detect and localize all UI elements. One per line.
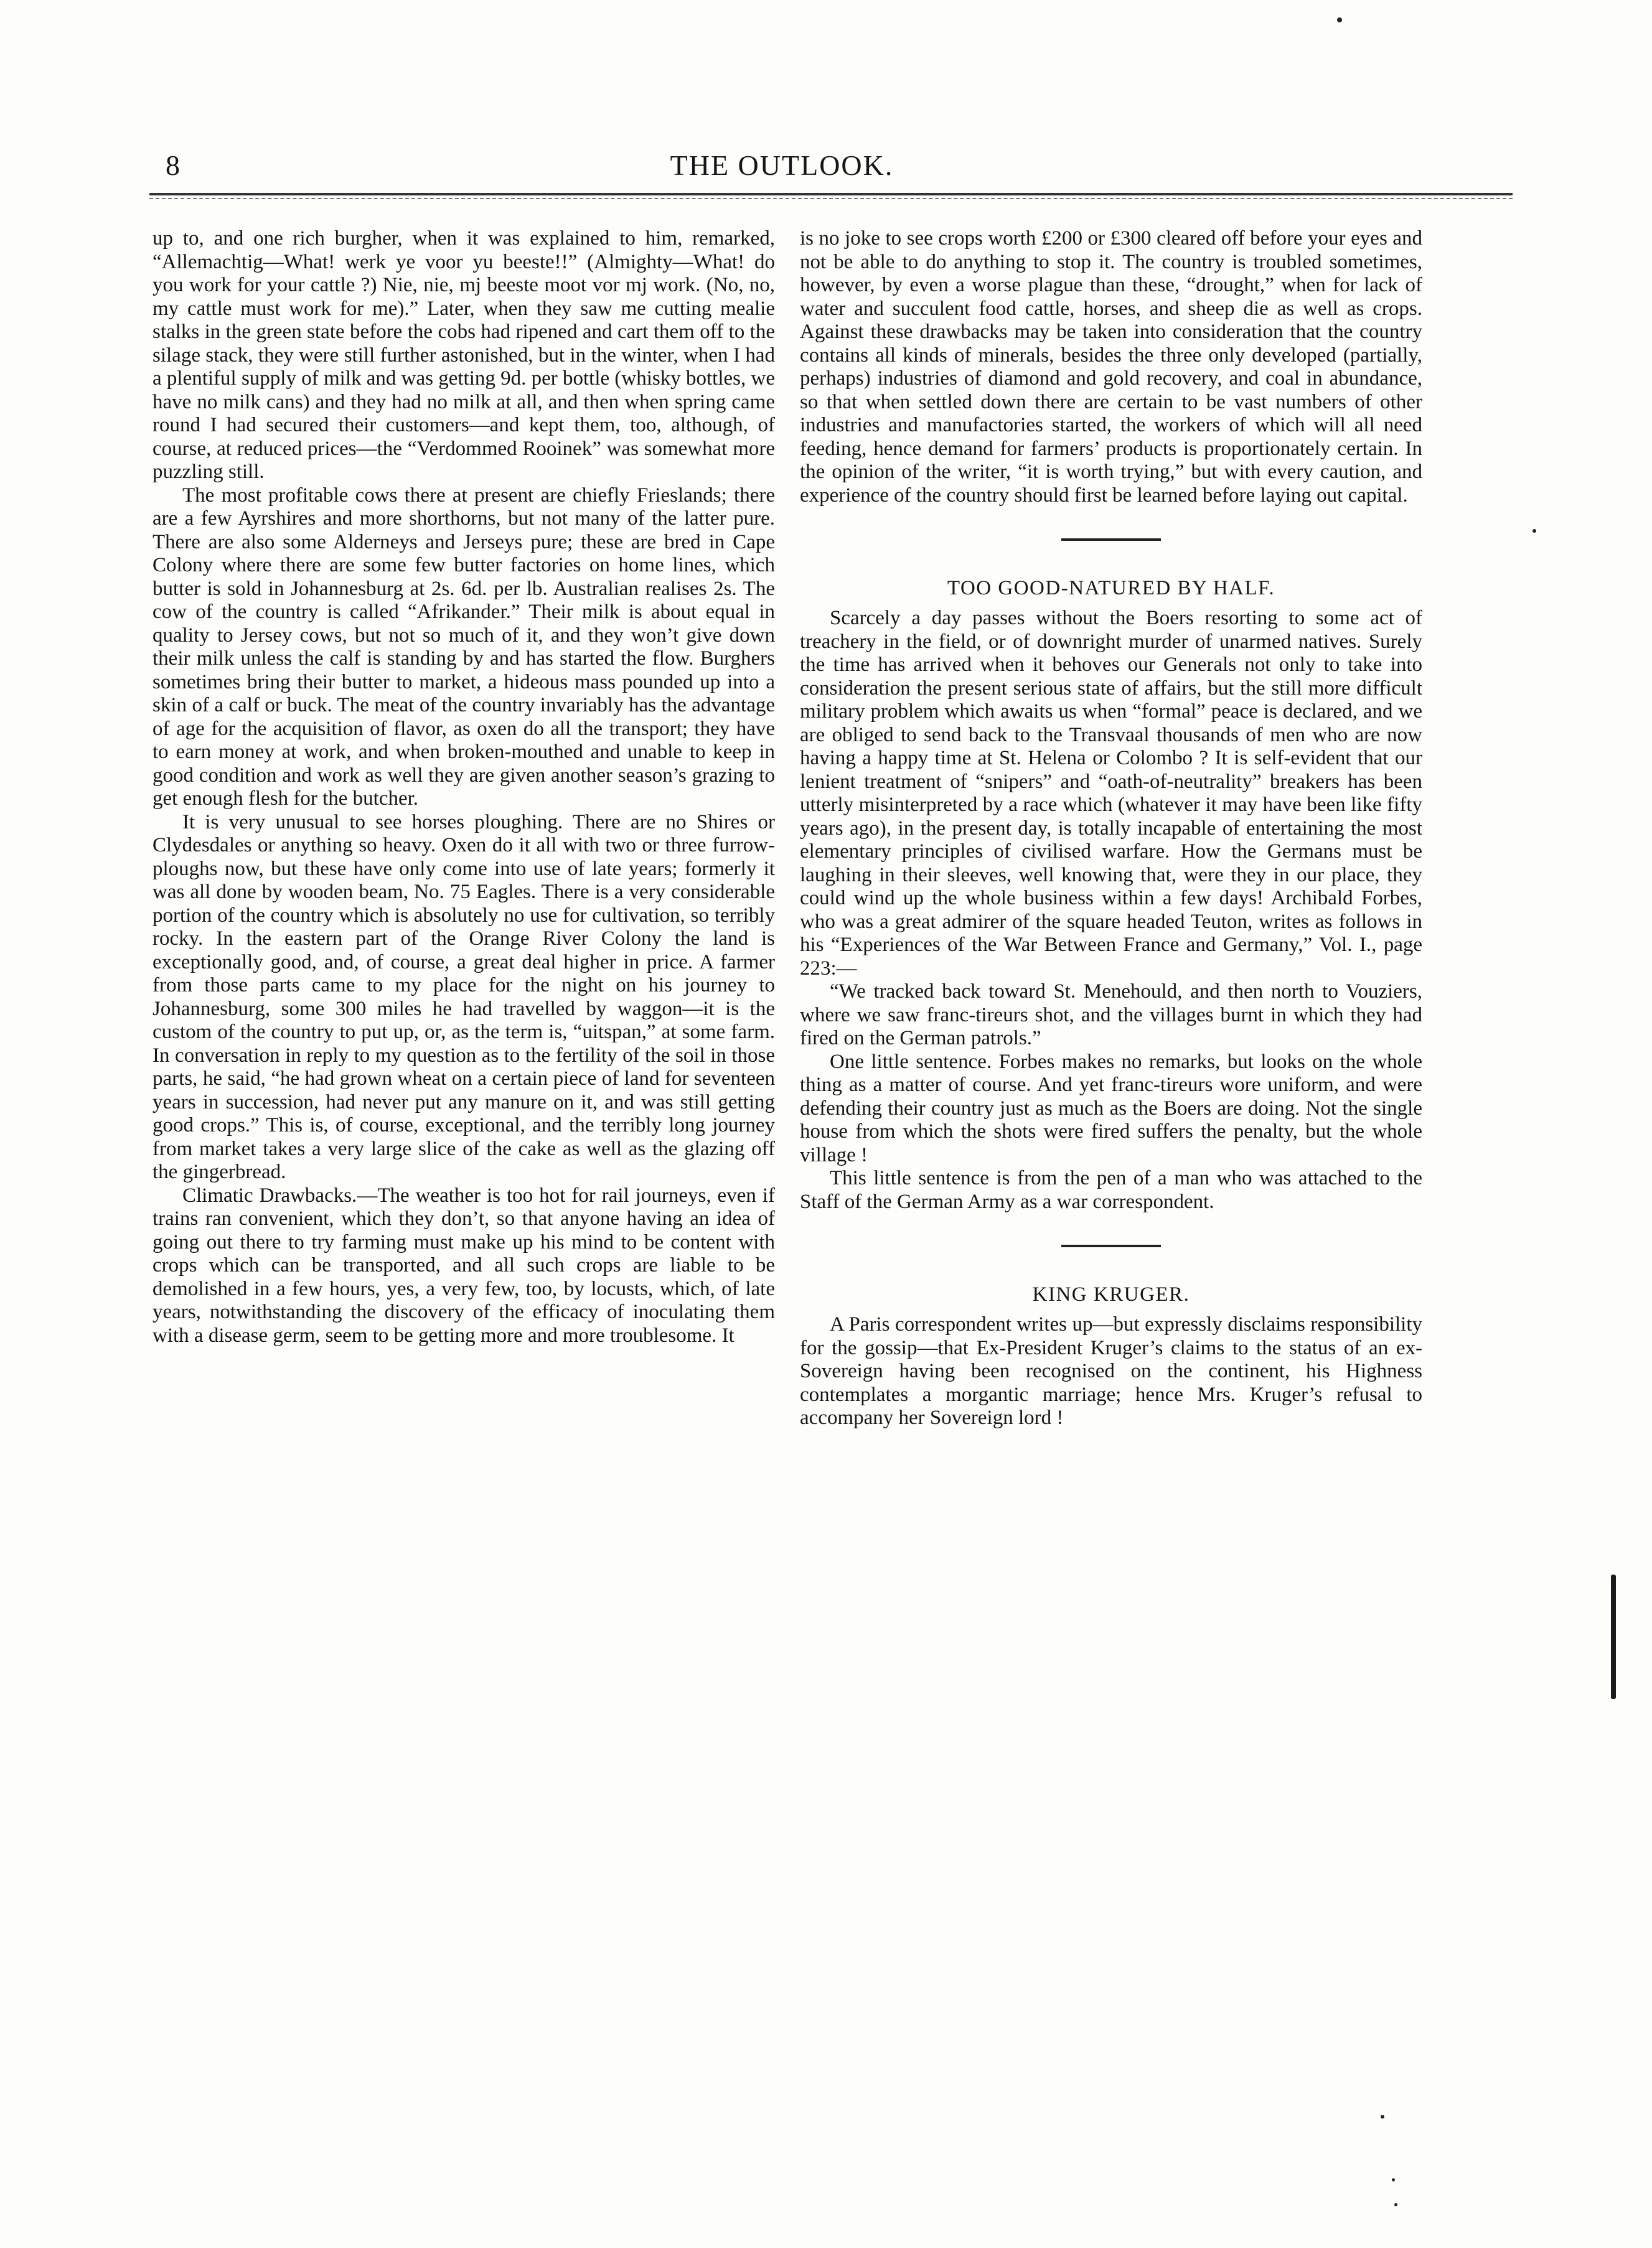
left-paragraph-1: up to, and one rich burgher, when it was explained to him, remarked, “Allemachtig—What! werk ye voor yu beeste!!” (Almighty—What! do you work for your cattle ?) Nie, nie, mj beeste moot vor mj work. (No, no, my cattle must work for me).” Later, when they saw me cutting mealie stalks in the green state before the cobs had ripened and cart them off to the silage stack, they were still further astonished, but in the winter, when I had a plentiful supply of milk and was getting 9d. per bottle (whisky bottles, we have no milk cans) and they had no milk at all, and then when spring came round I had secured their customers—and kept them, too, although, of course, at reduced prices—the “Verdommed Rooinek” was somewhat more puzzling still.: [153, 227, 775, 483]
section1-paragraph-1: Scarcely a day passes without the Boers resorting to some act of treachery in the field, or of downright murder of unarmed natives. Surely the time has arrived when it behoves our Generals not only to take into consideration the present serious state of affairs, but the still more difficult military problem which awaits us when “formal” peace is declared, and we are obliged to send back to the Transvaal thousands of men who are now having a happy time at St. Helena or Colombo ? It is self-evident that our lenient treatment of “snipers” and “oath-of-neutrality” breakers has been utterly misinterpreted by a race which (whatever it may have been like fifty years ago), in the present day, is totally incapable of entertaining the most elementary principles of civilised warfare. How the Germans must be laughing in their sleeves, well knowing that, were they in our place, they could wind up the whole business within a few days! Archibald Forbes, who was a great admirer of the square headed Teuton, writes as follows in his “Experiences of the War Between France and Germany,” Vol. I., page 223:—: [800, 607, 1422, 980]
right-column: [800, 227, 1422, 1430]
left-paragraph-3: It is very unusual to see horses ploughing. There are no Shires or Clydesdales or anything so heavy. Oxen do it all with two or three furrow-ploughs now, but these have only come into use of late years; formerly it was all done by wooden beam, No. 75 Eagles. There is a very considerable portion of the country which is absolutely no use for cultivation, so terribly rocky. In the eastern part of the Orange River Colony the land is exceptionally good, and, of course, a great deal higher in price. A farmer from those parts came to my place for the night on his journey to Johannesburg, some 300 miles he had travelled by waggon—it is the custom of the country to put up, or, as the term is, “uitspan,” at some farm. In conversation in reply to my question as to the fertility of the soil in those parts, he said, “he had grown wheat on a certain piece of land for seventeen years in succession, had never put any manure on it, and was still getting good crops.” This is, of course, exceptional, and the terribly long journey from market takes a very large slice of the cake as well as the glazing off the gingerbread.: [153, 810, 775, 1183]
left-paragraph-4-body: —The weather is too hot for rail journeys, even if trains ran convenient, which they don’t, so that anyone having an idea of going out there to try farming must make up his mind to be content with crops which can be transported, and all such crops are liable to be demolished in a few hours, yes, a very few, too, by locusts, which, of late years, notwithstanding the discovery of the efficacy of inoculating them with a disease germ, seem to be getting more and more troublesome. It: [153, 1184, 775, 1347]
left-paragraph-2: The most profitable cows there at present are chiefly Frieslands; there are a few Ayrshires and more shorthorns, but not many of the latter pure. There are also some Alderneys and Jerseys pure; these are bred in Cape Colony where there are some few butter factories on home lines, which butter is sold in Johannesburg at 2s. 6d. per lb. Australian realises 2s. The cow of the country is called “Afrikander.” Their milk is about equal in quality to Jersey cows, but not so much of it, and they won’t give down their milk unless the calf is standing by and has started the flow. Burghers sometimes bring their butter to market, a hideous mass pounded up into a skin of a calf or buck. The meat of the country invariably has the advantage of age for the acquisition of flavor, as oxen do all the transport; they have to earn money at work, and when broken-mouthed and unable to keep in good condition and work as well they are given another season’s grazing to get enough flesh for the butcher.: [153, 484, 775, 810]
section-divider: [1061, 538, 1161, 541]
section-divider: [1061, 1245, 1161, 1247]
section2-paragraph-1: A Paris correspondent writes up—but expressly disclaims responsibility for the gossip—that Ex-President Kruger’s claims to the status of an ex-Sovereign having been recognised on the continent, his Highness contemplates a morgantic marriage; hence Mrs. Kruger’s refusal to accompany her Sovereign lord !: [800, 1313, 1422, 1429]
section1-paragraph-3: One little sentence. Forbes makes no remarks, but looks on the whole thing as a matter of course. And yet franc-tireurs wore uniform, and were defending their country just as much as the Boers are doing. Not the single house from which the shots were fired suffers the penalty, but the whole village !: [800, 1050, 1422, 1166]
publication-title: THE OUTLOOK.: [670, 149, 894, 181]
section-heading-king-kruger: KING KRUGER.: [1032, 1283, 1190, 1306]
section1-quote: “We tracked back toward St. Menehould, and then north to Vouziers, where we saw franc-tireurs shot, and the villages burnt in which they had fired on the German patrols.”: [800, 980, 1422, 1049]
page-number: 8: [166, 149, 180, 181]
left-column: [153, 227, 775, 1347]
section1-paragraph-4: This little sentence is from the pen of a man who was attached to the Staff of the German Army as a war correspondent.: [800, 1167, 1422, 1213]
section-heading-too-good-natured: TOO GOOD-NATURED BY HALF.: [947, 577, 1275, 599]
run-in-heading: Climatic Drawbacks.: [182, 1184, 357, 1207]
header-rule: [149, 193, 1513, 195]
right-paragraph-1: is no joke to see crops worth £200 or £300 cleared off before your eyes and not be able to do anything to stop it. The country is troubled sometimes, however, by even a worse plague than these, “drought,” when for lack of water and succulent food cattle, horses, and sheep die as well as crops. Against these drawbacks may be taken into consideration that the country contains all kinds of minerals, besides the three only developed (partially, perhaps) industries of diamond and gold recovery, and coal in abundance, so that when settled down there are certain to be vast numbers of other industries and manufactories started, the workers of which will all need feeding, hence demand for farmers’ products is proportionately certain. In the opinion of the writer, “it is worth trying,” but with every caution, and experience of the country should first be learned before laying out capital.: [800, 227, 1422, 507]
margin-ink-mark: [1611, 1575, 1616, 1699]
header-rule-dashed: [149, 198, 1513, 199]
left-paragraph-4: [153, 1184, 775, 1348]
